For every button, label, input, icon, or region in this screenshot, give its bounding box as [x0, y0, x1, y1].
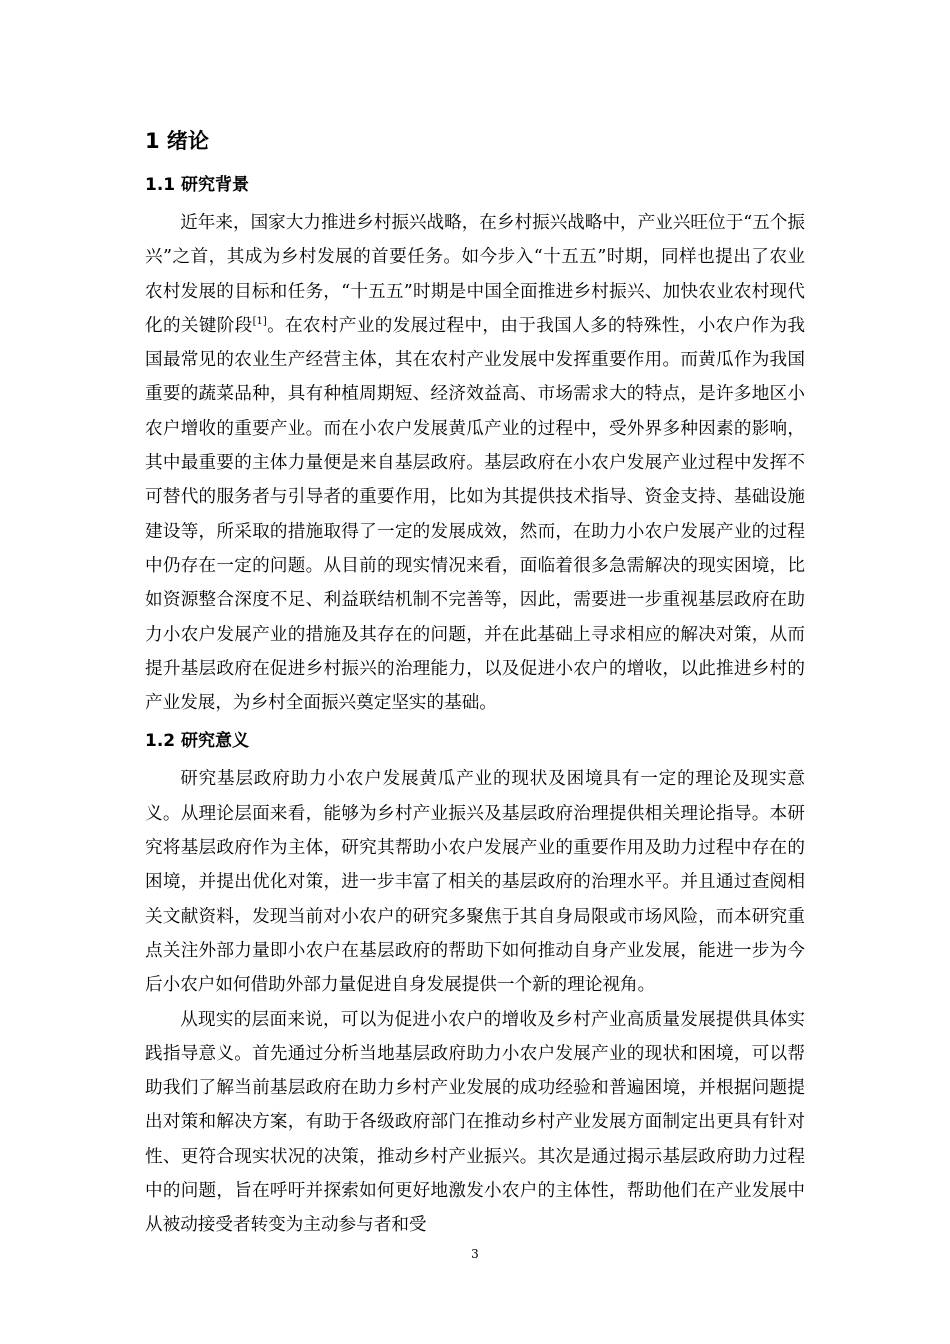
- section-title-significance: 1.2 研究意义: [145, 731, 250, 752]
- page-number: 3: [471, 1247, 479, 1261]
- paragraph-text: 近年来，国家大力推进乡村振兴战略，在乡村振兴战略中，产业兴旺位于“五个振兴”之首，其成为乡村发展的首要任务。如今步入“十五五”时期，同样也提出了农业农村发展的目标和任务，“十五五”时期是中国全面推进乡村振兴、加快农业农村现代化的关键阶段: [145, 213, 805, 336]
- document-page: [145, 118, 805, 1243]
- paragraph-theoretical-significance: 研究基层政府助力小农户发展黄瓜产业的现状及困境具有一定的理论及现实意义。从理论层面来看，能够为乡村产业振兴及基层政府治理提供相关理论指导。本研究将基层政府作为主体，研究其帮助小农户发展产业的重要作用及助力过程中存在的困境，并提出优化对策，进一步丰富了相关的基层政府的治理水平。并且通过查阅相关文献资料，发现当前对小农户的研究多聚焦于其自身局限或市场风险，而本研究重点关注外部力量即小农户在基层政府的帮助下如何推动自身产业发展，能进一步为今后小农户如何借助外部力量促进自身发展提供一个新的理论视角。: [145, 769, 805, 996]
- paragraph-practical-significance: 从现实的层面来说，可以为促进小农户的增收及乡村产业高质量发展提供具体实践指导意义。首先通过分析当地基层政府助力小农户发展产业的现状和困境，可以帮助我们了解当前基层政府在助力乡村产业发展的成功经验和普遍困境，并根据问题提出对策和解决方案，有助于各级政府部门在推动乡村产业发展方面制定出更具有针对性、更符合现实状况的决策，推动乡村产业振兴。其次是通过揭示基层政府助力过程中的问题，旨在呼吁并探索如何更好地激发小农户的主体性，帮助他们在产业发展中从被动接受者转变为主动参与者和受: [145, 1009, 805, 1236]
- chapter-title: 1 绪论: [145, 129, 209, 153]
- paragraph-text: 。在农村产业的发展过程中，由于我国人多的特殊性，小农户作为我国最常见的农业生产经营主体，其在农村产业发展中发挥重要作用。而黄瓜作为我国重要的蔬菜品种，具有种植周期短、经济效益高、市场需求大的特点，是许多地区小农户增收的重要产业。而在小农户发展黄瓜产业的过程中，受外界多种因素的影响，其中最重要的主体力量便是来自基层政府。基层政府在小农户发展产业过程中发挥不可替代的服务者与引导者的重要作用，比如为其提供技术指导、资金支持、基础设施建设等，所采取的措施取得了一定的发展成效，然而，在助力小农户发展产业的过程中仍存在一定的问题。从目前的现实情况来看，面临着很多急需解决的现实困境，比如资源整合深度不足、利益联结机制不完善等，因此，需要进一步重视基层政府在助力小农户发展产业的措施及其存在的问题，并在此基础上寻求相应的解决对策，从而提升基层政府在促进乡村振兴的治理能力，以及促进小农户的增收，以此推进乡村的产业发展，为乡村全面振兴奠定坚实的基础。: [145, 315, 805, 714]
- section-title-background: 1.1 研究背景: [145, 175, 250, 195]
- paragraph-background: [145, 206, 805, 720]
- citation-reference: [1]: [252, 316, 267, 328]
